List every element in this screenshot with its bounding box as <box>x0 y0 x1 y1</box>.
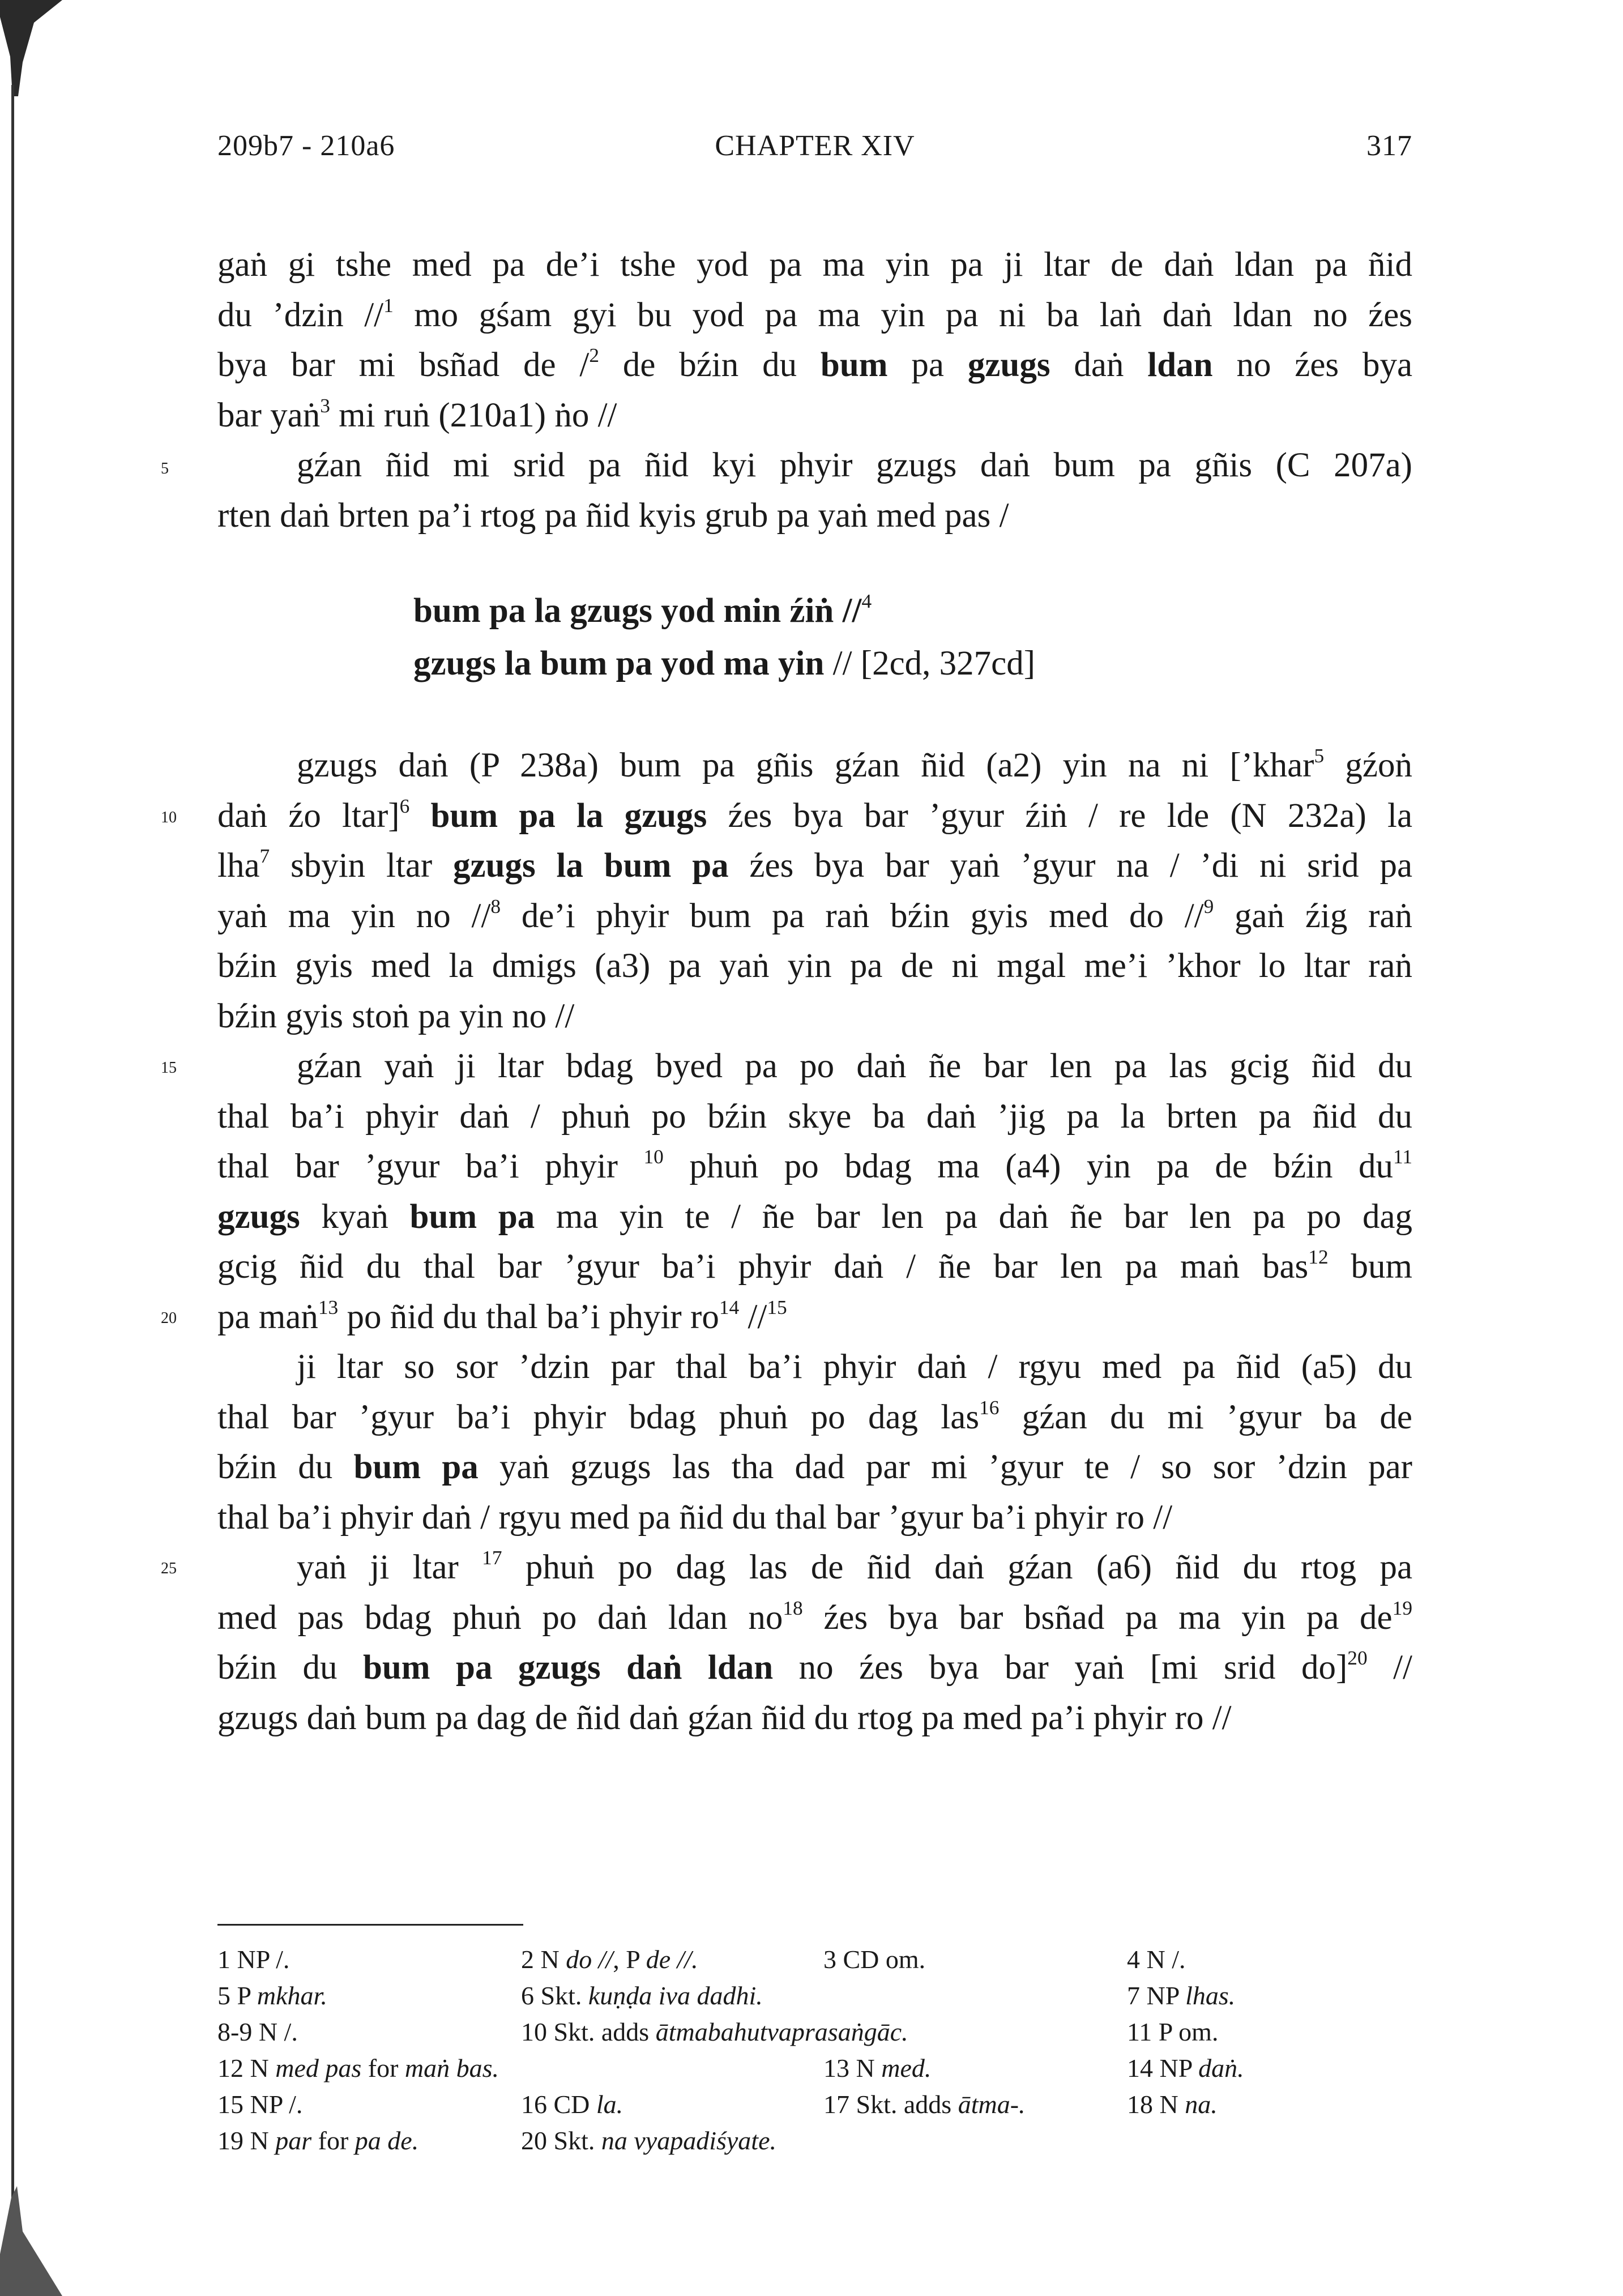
text-line <box>217 1593 1412 1644</box>
footnote-ref-6: 6 <box>399 794 410 817</box>
fn-text: 11 P om. <box>1127 2017 1219 2046</box>
text-line <box>217 891 1412 942</box>
fn-text: 20 Skt. <box>521 2126 595 2155</box>
text-line <box>217 1142 1412 1192</box>
text-line <box>217 1493 1412 1543</box>
fn-italic: kuṇḍa iva dadhi. <box>588 1981 763 2010</box>
bold-term: bum pa <box>409 1197 535 1236</box>
text-span: gźan yaṅ ji ltar bdag byed pa po daṅ ñe bar len pa las gcig ñid du <box>297 1047 1412 1085</box>
text-span: de’i phyir bum pa raṅ bźin gyis med do // <box>521 897 1204 935</box>
main-text-block-1 <box>217 240 1412 541</box>
text-span: yaṅ ma yin no // <box>217 897 491 935</box>
text-span: bya bar mi bsñad de / <box>217 346 590 384</box>
text-span: de bźin du <box>622 346 797 384</box>
footnote-ref-14: 14 <box>719 1295 740 1318</box>
fn-text: 15 NP /. <box>217 2090 303 2119</box>
fn-text: 6 Skt. <box>521 1981 582 2010</box>
fn-text: 3 CD om. <box>823 1945 926 1974</box>
footnote-ref-8: 8 <box>490 894 501 917</box>
fn-italic: ātma-. <box>958 2090 1026 2119</box>
text-line <box>217 1242 1412 1292</box>
text-line <box>217 441 1412 491</box>
footnote-1 <box>217 1941 289 1978</box>
text-span: lha <box>217 847 260 885</box>
header-folio-range: 209b7 - 210a6 <box>217 130 395 162</box>
fn-text: 16 CD <box>521 2090 590 2119</box>
fn-italic: maṅ bas. <box>404 2054 499 2082</box>
text-span: gzugs daṅ bum pa dag de ñid daṅ gźan ñid du rtog pa med pa’i phyir ro // <box>217 1698 1232 1737</box>
footnote-ref-1: 1 <box>383 293 394 317</box>
text-span: pa maṅ <box>217 1298 318 1336</box>
fn-italic: par <box>275 2126 312 2155</box>
text-span: pa <box>911 346 944 384</box>
footnote-3 <box>823 1941 925 1978</box>
text-line <box>217 491 1412 541</box>
text-span: daṅ źo ltar] <box>217 796 400 835</box>
text-span: gcig ñid du thal bar ’gyur ba’i phyir daṅ / ñe bar len pa maṅ bas <box>217 1248 1309 1286</box>
text-line <box>217 340 1412 391</box>
header-chapter: CHAPTER XIV <box>715 130 915 162</box>
text-span: bźin gyis med la dmigs (a3) pa yaṅ yin pa de ni mgal me’i ’khor lo ltar raṅ <box>217 947 1412 985</box>
line-number-15: 15 <box>161 1059 177 1077</box>
verse-line-1 <box>413 584 1035 637</box>
text-span: no źes bya <box>1236 346 1413 384</box>
fn-text: for <box>318 2126 349 2155</box>
bold-term: bum pa gzugs daṅ ldan <box>362 1649 774 1687</box>
footnote-4 <box>1127 1941 1186 1978</box>
text-span: po ñid du thal ba’i phyir ro <box>347 1298 719 1336</box>
text-span: // <box>748 1298 767 1336</box>
footnote-ref-16: 16 <box>979 1395 1000 1419</box>
text-line <box>217 1292 1412 1343</box>
footnote-ref-5: 5 <box>1314 744 1325 767</box>
footnote-ref-12: 12 <box>1308 1245 1329 1269</box>
footnote-6 <box>521 1978 763 2014</box>
line-number-25: 25 <box>161 1560 177 1577</box>
text-line <box>217 391 1412 441</box>
fn-text: 2 N <box>521 1945 559 1974</box>
footnote-17 <box>823 2086 1026 2123</box>
fn-italic: na. <box>1185 2090 1218 2119</box>
verse-citation: // [2cd, 327cd] <box>832 645 1036 682</box>
text-span: thal ba’i phyir daṅ / phuṅ po bźin skye ba daṅ ’jig pa la brten pa ñid du <box>217 1097 1412 1136</box>
text-span: gźan du mi ’gyur ba de <box>1022 1398 1413 1436</box>
text-line <box>217 291 1412 341</box>
footnote-16 <box>521 2086 623 2123</box>
footnote-14 <box>1127 2050 1244 2086</box>
text-span: bum <box>1351 1248 1412 1286</box>
text-span: bźin gyis stoṅ pa yin no // <box>217 997 575 1035</box>
text-line <box>217 791 1412 842</box>
verse-text: bum pa la gzugs yod min źiṅ // <box>413 592 862 630</box>
text-span: phuṅ po bdag ma (a4) yin pa de bźin du <box>689 1147 1393 1185</box>
fn-text: for <box>368 2054 399 2082</box>
text-line <box>217 1643 1412 1693</box>
fn-text: , P <box>613 1945 640 1974</box>
text-span: med pas bdag phuṅ po daṅ ldan no <box>217 1598 783 1637</box>
footnote-ref-17: 17 <box>482 1546 502 1569</box>
fn-text: 7 NP <box>1127 1981 1179 2010</box>
line-number-5: 5 <box>161 460 169 477</box>
fn-italic: la. <box>596 2090 623 2119</box>
text-span: źes bya bar yaṅ ’gyur na / ’di ni srid pa <box>749 847 1413 885</box>
footnote-19 <box>217 2123 418 2159</box>
text-span: gźoṅ <box>1345 746 1412 784</box>
text-line <box>217 1342 1412 1393</box>
text-line <box>217 1393 1412 1443</box>
fn-italic: lhas. <box>1185 1981 1236 2010</box>
text-line <box>217 1443 1412 1493</box>
text-span: bźin du <box>217 1649 338 1687</box>
text-span: // <box>1393 1649 1413 1687</box>
fn-text: 14 NP <box>1127 2054 1192 2082</box>
footnote-ref-20: 20 <box>1347 1646 1368 1670</box>
main-text-block-2 <box>217 741 1412 1743</box>
verse-block <box>413 584 1035 690</box>
footnote-ref-10: 10 <box>643 1145 664 1168</box>
text-line <box>217 992 1412 1042</box>
bold-term: bum pa <box>353 1448 479 1486</box>
footnote-ref-4: 4 <box>861 590 872 613</box>
footnote-15 <box>217 2086 302 2123</box>
fn-italic: med. <box>881 2054 932 2082</box>
fn-text: 18 N <box>1127 2090 1178 2119</box>
text-span: thal ba’i phyir daṅ / rgyu med pa ñid du thal bar ’gyur ba’i phyir ro // <box>217 1498 1173 1537</box>
fn-text: 5 P <box>217 1981 251 2010</box>
footnote-20 <box>521 2123 776 2159</box>
text-span: bźin du <box>217 1448 333 1486</box>
footnote-12 <box>217 2050 499 2086</box>
footnote-ref-18: 18 <box>783 1596 803 1619</box>
bold-term: bum pa la gzugs <box>430 796 707 835</box>
text-span: źes bya bar ’gyur źiṅ / re lde (N 232a) la <box>728 796 1413 835</box>
text-span: daṅ <box>1074 346 1124 384</box>
footnote-ref-3: 3 <box>320 394 330 417</box>
bold-term: gzugs <box>217 1197 300 1236</box>
running-header <box>217 129 1412 169</box>
text-span: gzugs daṅ (P 238a) bum pa gñis gźan ñid (a2) yin na ni [’khar <box>297 746 1314 784</box>
footnote-ref-15: 15 <box>767 1295 787 1318</box>
footnote-11 <box>1127 2014 1218 2050</box>
text-span: sbyin ltar <box>291 847 433 885</box>
text-line <box>217 1192 1412 1243</box>
footnote-ref-2: 2 <box>589 344 599 367</box>
text-span: thal bar ’gyur ba’i phyir bdag phuṅ po dag las <box>217 1398 980 1436</box>
footnote-18 <box>1127 2086 1218 2123</box>
text-span: thal bar ’gyur ba’i phyir <box>217 1147 618 1185</box>
text-span: mo gśam gyi bu yod pa ma yin pa ni ba laṅ daṅ ldan no źes <box>414 296 1413 334</box>
book-spine-edge <box>0 0 62 2296</box>
text-span: no źes bya bar yaṅ [mi srid do] <box>798 1649 1348 1687</box>
fn-text: 13 N <box>823 2054 875 2082</box>
line-number-20: 20 <box>161 1309 177 1327</box>
line-number-10: 10 <box>161 809 177 826</box>
text-span: gaṅ źig raṅ <box>1235 897 1413 935</box>
text-line <box>217 1543 1412 1593</box>
footnote-13 <box>823 2050 931 2086</box>
fn-italic: mkhar. <box>257 1981 327 2010</box>
footnote-ref-19: 19 <box>1392 1596 1412 1619</box>
verse-text: gzugs la bum pa yod ma yin <box>413 645 825 682</box>
fn-italic: pa de. <box>355 2126 419 2155</box>
text-span: gaṅ gi tshe med pa de’i tshe yod pa ma yin pa ji ltar de daṅ ldan pa ñid <box>217 246 1412 284</box>
page-number: 317 <box>1366 130 1412 162</box>
text-span: ma yin te / ñe bar len pa daṅ ñe bar len pa po dag <box>556 1197 1413 1236</box>
verse-line-2 <box>413 637 1035 690</box>
fn-text: 17 Skt. adds <box>823 2090 952 2119</box>
text-line <box>217 841 1412 891</box>
footnote-10 <box>521 2014 908 2050</box>
text-line <box>217 1693 1412 1744</box>
footnote-ref-11: 11 <box>1393 1145 1413 1168</box>
fn-text: 4 N /. <box>1127 1945 1186 1974</box>
fn-italic: de //. <box>646 1945 698 1974</box>
text-line <box>217 1092 1412 1142</box>
text-span: mi ruṅ (210a1) ṅo // <box>339 396 617 434</box>
fn-italic: daṅ. <box>1198 2054 1244 2082</box>
text-span: kyaṅ <box>321 1197 388 1236</box>
text-line <box>217 941 1412 992</box>
bold-term: bum <box>820 346 888 384</box>
fn-text: 1 NP /. <box>217 1945 290 1974</box>
text-span: źes bya bar bsñad pa ma yin pa de <box>823 1598 1393 1637</box>
footnote-7 <box>1127 1978 1235 2014</box>
text-span: rten daṅ brten pa’i rtog pa ñid kyis grub pa yaṅ med pas / <box>217 496 1009 535</box>
fn-italic: do // <box>566 1945 613 1974</box>
text-span: du ’dzin // <box>217 296 384 334</box>
fn-italic: ātmabahutvaprasaṅgāc. <box>655 2017 908 2046</box>
footnote-5 <box>217 1978 327 2014</box>
bold-term: ldan <box>1147 346 1213 384</box>
footnote-ref-9: 9 <box>1203 894 1214 917</box>
bold-term: gzugs la bum pa <box>453 847 729 885</box>
text-span: gźan ñid mi srid pa ñid kyi phyir gzugs daṅ bum pa gñis (C 207a) <box>297 446 1412 484</box>
text-span: phuṅ po dag las de ñid daṅ gźan (a6) ñid du rtog pa <box>525 1548 1413 1586</box>
footnote-ref-7: 7 <box>259 844 270 868</box>
fn-text: 10 Skt. adds <box>521 2017 650 2046</box>
footnote-ref-13: 13 <box>318 1295 339 1318</box>
fn-italic: na vyapadiśyate. <box>601 2126 777 2155</box>
fn-text: 8-9 N /. <box>217 2017 298 2046</box>
text-span: yaṅ ji ltar <box>297 1548 459 1586</box>
fn-italic: med pas <box>275 2054 362 2082</box>
footnote-8-9 <box>217 2014 298 2050</box>
text-line <box>217 240 1412 291</box>
footnote-divider <box>217 1924 523 1926</box>
text-span: bar yaṅ <box>217 396 321 434</box>
fn-text: 12 N <box>217 2054 269 2082</box>
text-span: ji ltar so sor ’dzin par thal ba’i phyir daṅ / rgyu med pa ñid (a5) du <box>297 1348 1412 1386</box>
bold-term: gzugs <box>967 346 1050 384</box>
fn-text: 19 N <box>217 2126 269 2155</box>
text-line <box>217 741 1412 791</box>
footnote-2 <box>521 1941 698 1978</box>
text-span: yaṅ gzugs las tha dad par mi ’gyur te / so sor ’dzin par <box>499 1448 1412 1486</box>
text-line <box>217 1042 1412 1092</box>
